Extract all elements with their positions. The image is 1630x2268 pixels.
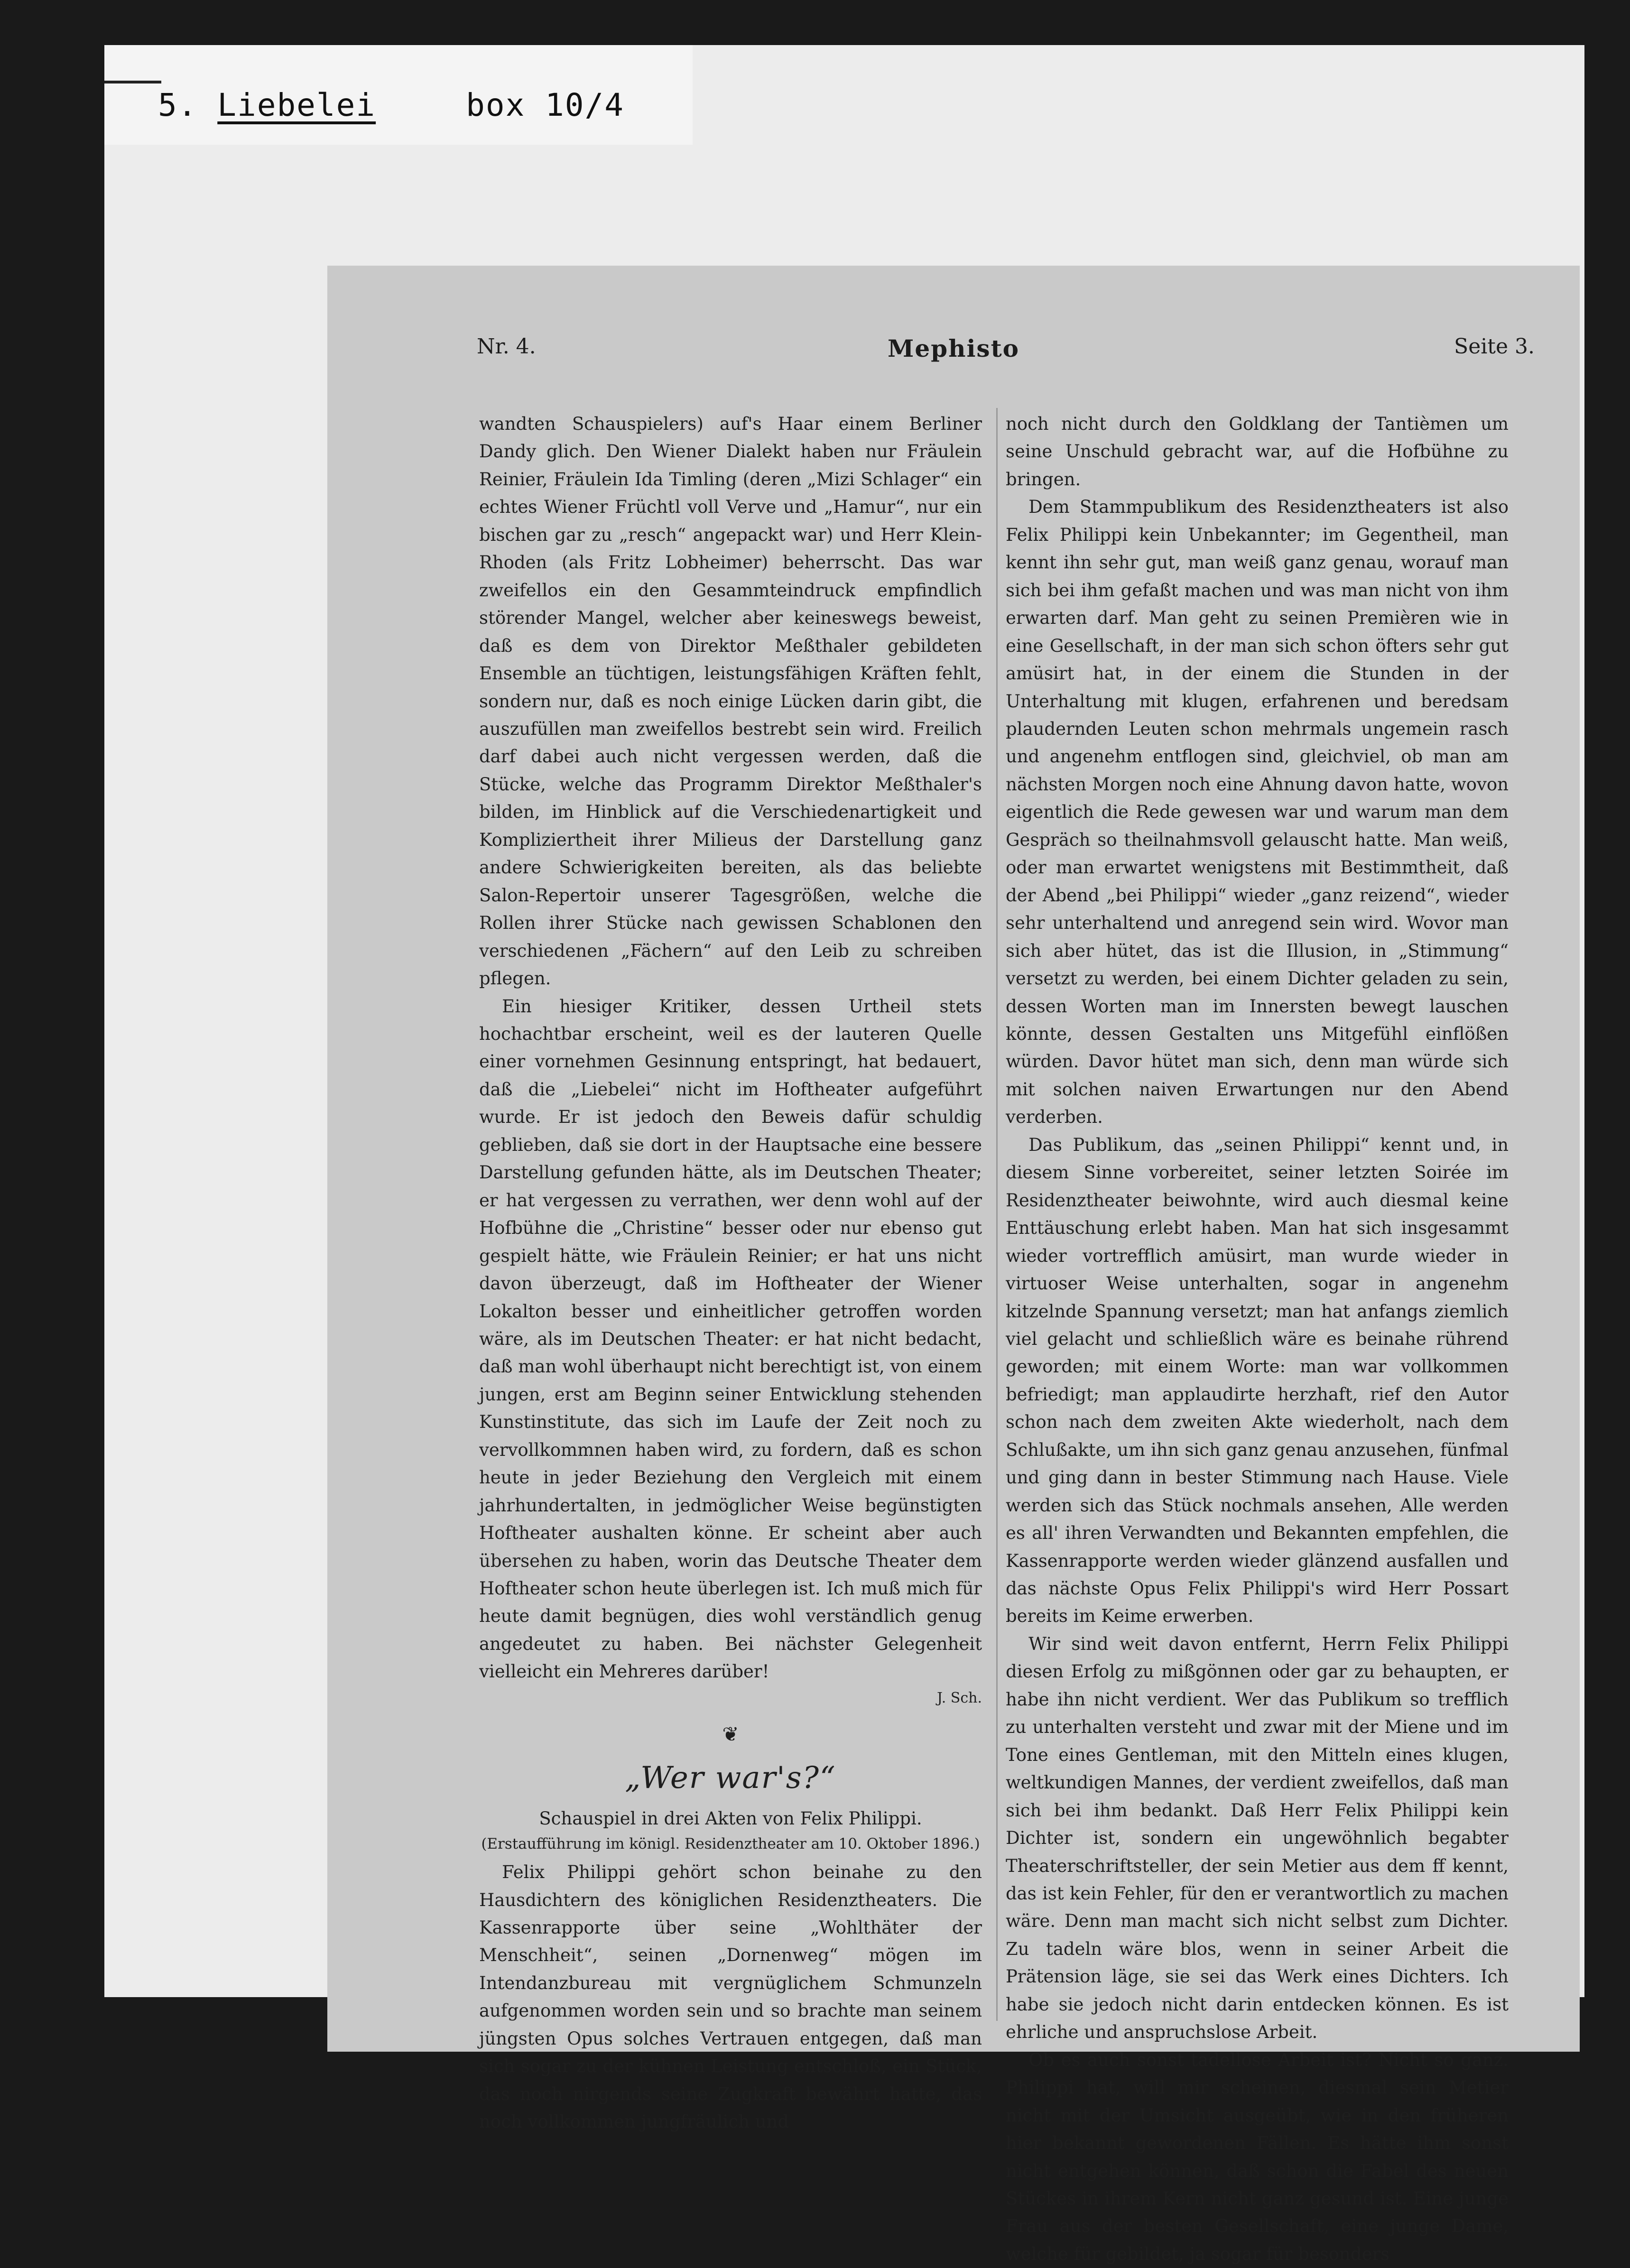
page-header [327,334,1580,372]
paragraph: Dem Stammpublikum des Residenztheaters ist also Felix Philippi kein Unbekannter; im Gegentheil, man kennt ihn sehr gut, man weiß ganz genau, worauf man sich bei ihm gefaßt machen und was man nicht von ihm erwarten darf. Man geht zu seinen Premièren wie in eine Gesellschaft, in der man sich schon öfters sehr gut amüsirt hat, in der einem die Stunden in der Unterhaltung mit klugen, erfahrenen und beredsam plaudernden Leuten schon mehrmals ungemein rasch und angenehm entflogen sind, gleichviel, ob man am nächsten Morgen noch eine Ahnung davon hatte, wovon eigentlich die Rede gewesen war und warum man dem Gespräch so theilnahmsvoll gelauscht hatte. Man weiß, oder man erwartet wenigstens mit Bestimmtheit, daß der Abend „bei Philippi“ wieder „ganz reizend“, wieder sehr unterhaltend und anregend sein wird. Wovor man sich aber hütet, das ist die Illusion, in „Stimmung“ versetzt zu werden, bei einem Dichter geladen zu sein, dessen Worten man im Innersten bewegt lauschen könnte, dessen Gestalten uns Mitgefühl einflößen würden. Davor hütet man sich, denn man würde sich mit solchen naiven Erwartungen nur den Abend verderben. [1006,497,1509,1128]
article-title: „Wer war's?“ [625,1760,836,1796]
archive-card [104,45,1584,2264]
newspaper-clipping [327,266,1580,2264]
paragraph: Das Publikum, das „seinen Philippi“ kennt und, in diesem Sinne vorbereitet, seiner letzten Soirée im Residenztheater beiwohnte, wird auch diesmal keine Enttäuschung erlebt haben. Man hat sich insgesammt wieder vortrefflich amüsirt, man wurde wieder in virtuoser Weise unterhalten, sogar in angenehm kitzelnde Spannung versetzt; man hat anfangs ziemlich viel gelacht und schließlich wäre es beinahe rührend geworden; mit einem Worte: man war vollkommen befriedigt; man applaudirte herzhaft, rief den Autor schon nach dem zweiten Akte wiederholt, nach dem Schlußakte, um ihn sich ganz genau anzusehen, fünfmal und ging dann in bester Stimmung nach Hause. Viele werden sich das Stück nochmals ansehen, Alle werden es all' ihren Verwandten und Bekannten empfehlen, die Kassenrapporte werden wieder glänzend ausfallen und das nächste Opus Felix Philippi's wird Herr Possart bereits im Keime erwerben. [1006,1134,1509,1627]
issue-number: Nr. 4. [477,334,536,359]
column-divider [996,408,998,2021]
masthead: Mephisto [887,334,1020,362]
archive-label [104,45,693,145]
right-column [1006,410,1509,2268]
archive-label-text [158,87,624,123]
paragraph: wandten Schauspielers) auf's Haar einem Berliner Dandy glich. Den Wiener Dialekt haben nur Fräulein Reinier, Fräulein Ida Timling (deren „Mizi Schlager“ ein echtes Wiener Früchtl voll Verve und „Hamur“, nur ein bischen gar zu „resch“ angepackt war) und Herr Klein-Rhoden (als Fritz Lobheimer) beherrscht. Das war zweifellos ein den Gesammteindruck empfindlich störender Mangel, welcher aber keineswegs beweist, daß es dem von Direktor Meßthaler gebildeten Ensemble an tüchtigen, leistungsfähigen Kräften fehlt, sondern nur, daß es noch einige Lücken darin gibt, die auszufüllen man zweifellos bestrebt sein wird. Freilich darf dabei auch nicht vergessen werden, daß die Stücke, welche das Programm Direktor Meßthaler's bilden, im Hinblick auf die Verschiedenartigkeit und Kompliziertheit ihrer Milieus der Darstellung ganz andere Schwierigkeiten bereiten, als das beliebte Salon-Repertoir unserer Tagesgrößen, welche die Rollen ihrer Stücke nach gewissen Schablonen den verschiedenen „Fächern“ auf den Leib zu schreiben pflegen. [479,414,982,989]
label-title: Liebelei [217,87,376,123]
left-column [479,410,982,2136]
label-box: box 10/4 [466,87,625,123]
paragraph: noch nicht durch den Goldklang der Tantièmen um seine Unschuld gebracht war, auf die Hofbühne zu bringen. [1006,414,1509,490]
paragraph: Ob es auch sonst tadellose Arbeit ist? Nicht so ganz. Philippi hat, will mir scheinen, diesmal sein Metier nicht mit der Umsicht ausgeübt, wie in den früheren hier bekannt gewordenen Fällen. Es hätte ihm sonst nicht entgehen können, daß schon die Fabel des neuen Stückes in ihrem Kern nicht ganz gesund ist. Eine junge Frau aus der besten Gesellschaft, eine junge Dame, welche für gebildet, ja sogar für besonders [1006,2049,1509,2264]
signature: J. Sch. [937,1689,982,1706]
fleuron-icon: ❦ [722,1722,739,1746]
article-subtitle: Schauspiel in drei Akten von Felix Philippi. [539,1808,922,1829]
paragraph: Ein hiesiger Kritiker, dessen Urtheil stets hochachtbar erscheint, weil es der lauteren Quelle einer vornehmen Gesinnung entspringt, hat bedauert, daß die „Liebelei“ nicht im Hoftheater aufgeführt wurde. Er ist jedoch den Beweis dafür schuldig geblieben, daß sie dort in der Hauptsache eine bessere Darstellung gefunden hätte, als im Deutschen Theater; er hat vergessen zu verrathen, wer denn wohl auf der Hofbühne die „Christine“ besser oder nur ebenso gut gespielt hätte, wie Fräulein Reinier; er hat uns nicht davon überzeugt, daß im Hoftheater der Wiener Lokalton besser und einheitlicher getroffen worden wäre, als im Deutschen Theater: er hat nicht bedacht, daß man wohl überhaupt nicht berechtigt ist, von einem jungen, erst am Beginn seiner Entwicklung stehenden Kunstinstitute, das sich im Laufe der Zeit noch zu vervollkommnen haben wird, zu fordern, daß es schon heute in jeder Beziehung den Vergleich mit einem jahrhundertalten, in jedmöglicher Weise begünstigten Hoftheater aushalten könne. Er scheint aber auch übersehen zu haben, worin das Deutsche Theater dem Hoftheater schon heute überlegen ist. Ich muß mich für heute damit begnügen, dies wohl verständlich genug angedeutet zu haben. Bei nächster Gelegenheit vielleicht ein Mehreres darüber! [479,996,982,1682]
page-number: Seite 3. [1454,334,1535,359]
premiere-note: (Erstaufführung im königl. Residenztheater am 10. Oktober 1896.) [481,1835,980,1853]
tab-mark [104,81,161,83]
paragraph: Felix Philippi gehört schon beinahe zu den Hausdichtern des königlichen Residenztheaters. Die Kassenrapporte über seine „Wohlthäter der Menschheit“, seinen „Dornenweg“ mögen im Intendanzbureau mit vergnüglichem Schmunzeln aufgenommen worden sein und so brachte man seinem jüngsten Opus solches Vertrauen entgegen, daß man sich sogar zu der kühnen Leistung entschloß, ein Stück, das noch nirgends seine Zugkraft bewährt hatte, das noch vollkommen jungfräulich und [479,1862,982,2132]
label-number: 5. [158,87,198,123]
paragraph: Wir sind weit davon entfernt, Herrn Felix Philippi diesen Erfolg zu mißgönnen oder gar zu behaupten, er habe ihn nicht verdient. Wer das Publikum so trefflich zu unterhalten versteht und zwar mit der Miene und im Tone eines Gentleman, mit den Mitteln eines klugen, weltkundigen Mannes, der verdient zweifellos, daß man sich bei ihm bedankt. Daß Herr Felix Philippi kein Dichter ist, sondern ein ungewöhnlich begabter Theaterschriftsteller, der sein Metier aus dem ff kennt, das ist kein Fehler, für den er verantwortlich zu machen wäre. Denn man macht sich nicht selbst zum Dichter. Zu tadeln wäre blos, wenn in seiner Arbeit die Prätension läge, sie sei das Werk eines Dichters. Ich habe sie jedoch nicht darin entdecken können. Es ist ehrliche und anspruchslose Arbeit. [1006,1633,1509,2043]
